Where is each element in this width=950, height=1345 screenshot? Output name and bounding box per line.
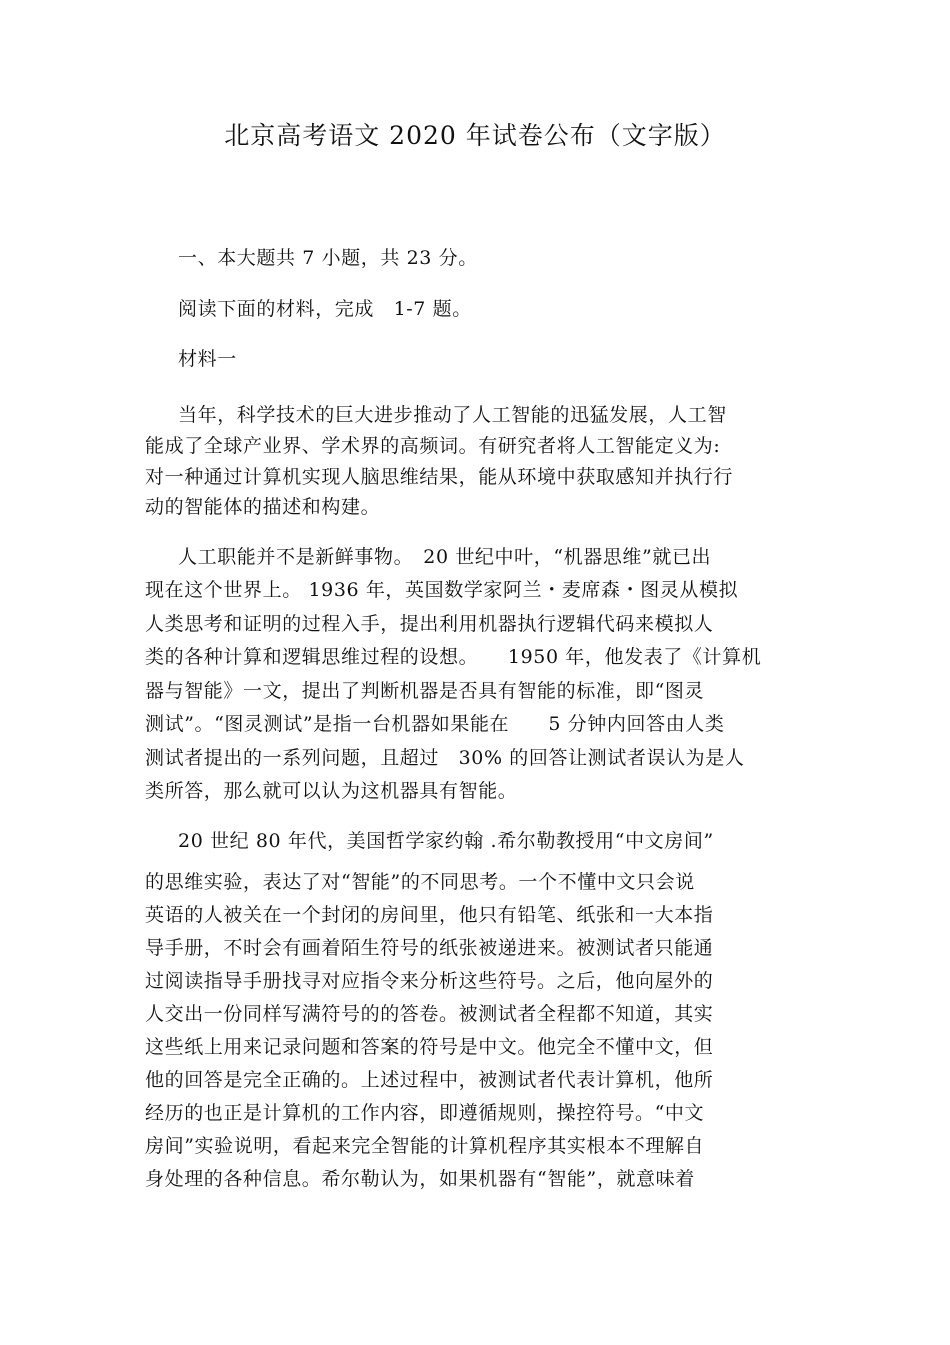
para1-line: 当年，科学技术的巨大进步推动了人工智能的迅猛发展，人工智: [178, 404, 727, 426]
para2-line: 类所答，那么就可以认为这机器具有智能。: [145, 780, 518, 802]
para3-line: 他的回答是完全正确的。上述过程中，被测试者代表计算机，他所: [145, 1069, 714, 1091]
material-label: 材料一: [178, 348, 237, 370]
para2-line: 类的各种计算和逻辑思维过程的设想。 1950 年，他发表了《计算机: [145, 646, 762, 668]
para3-line: 这些纸上用来记录问题和答案的符号是中文。他完全不懂中文，但: [145, 1036, 714, 1058]
para2-line: 现在这个世界上。 1936 年，英国数学家阿兰・麦席森・图灵从模拟: [145, 579, 739, 601]
para2-line: 人类思考和证明的过程入手，提出利用机器执行逻辑代码来模拟人: [145, 613, 714, 635]
para3-line: 身处理的各种信息。希尔勒认为，如果机器有“智能”，就意味着: [145, 1168, 695, 1190]
para2-line: 器与智能》一文，提出了判断机器是否具有智能的标准，即“图灵: [145, 680, 705, 702]
para3-line: 过阅读指导手册找寻对应指令来分析这些符号。之后，他向屋外的: [145, 970, 714, 992]
para3-line: 经历的也正是计算机的工作内容，即遵循规则，操控符号。“中文: [145, 1102, 705, 1124]
document-title: 北京高考语文 2020 年试卷公布（文字版）: [224, 121, 726, 150]
para1-line: 能成了全球产业界、学术界的高频词。有研究者将人工智能定义为:: [145, 435, 721, 457]
section-heading: 一、本大题共 7 小题，共 23 分。: [178, 247, 478, 269]
para3-line: 的思维实验，表达了对“智能”的不同思考。一个不懂中文只会说: [145, 871, 695, 893]
para3-line: 房间”实验说明，看起来完全智能的计算机程序其实根本不理解自: [145, 1135, 705, 1157]
para3-line: 导手册，不时会有画着陌生符号的纸张被递进来。被测试者只能通: [145, 937, 714, 959]
para2-line: 人工职能并不是新鲜事物。 20 世纪中叶，“机器思维”就已出: [178, 546, 712, 568]
para3-line: 人交出一份同样写满符号的的答卷。被测试者全程都不知道，其实: [145, 1003, 714, 1025]
para1-line: 对一种通过计算机实现人脑思维结果，能从环境中获取感知并执行行: [145, 466, 734, 488]
instruction-text: 阅读下面的材料，完成 1-7 题。: [178, 298, 472, 320]
para3-line: 英语的人被关在一个封闭的房间里，他只有铅笔、纸张和一大本指: [145, 904, 714, 926]
para1-line: 动的智能体的描述和构建。: [145, 496, 381, 518]
para2-line: 测试者提出的一系列问题，且超过 30% 的回答让测试者误认为是人: [145, 747, 745, 769]
para2-line: 测试”。“图灵测试”是指一台机器如果能在 5 分钟内回答由人类: [145, 713, 725, 735]
para3-line: 20 世纪 80 年代，美国哲学家约翰 .希尔勒教授用“中文房间”: [178, 830, 714, 852]
